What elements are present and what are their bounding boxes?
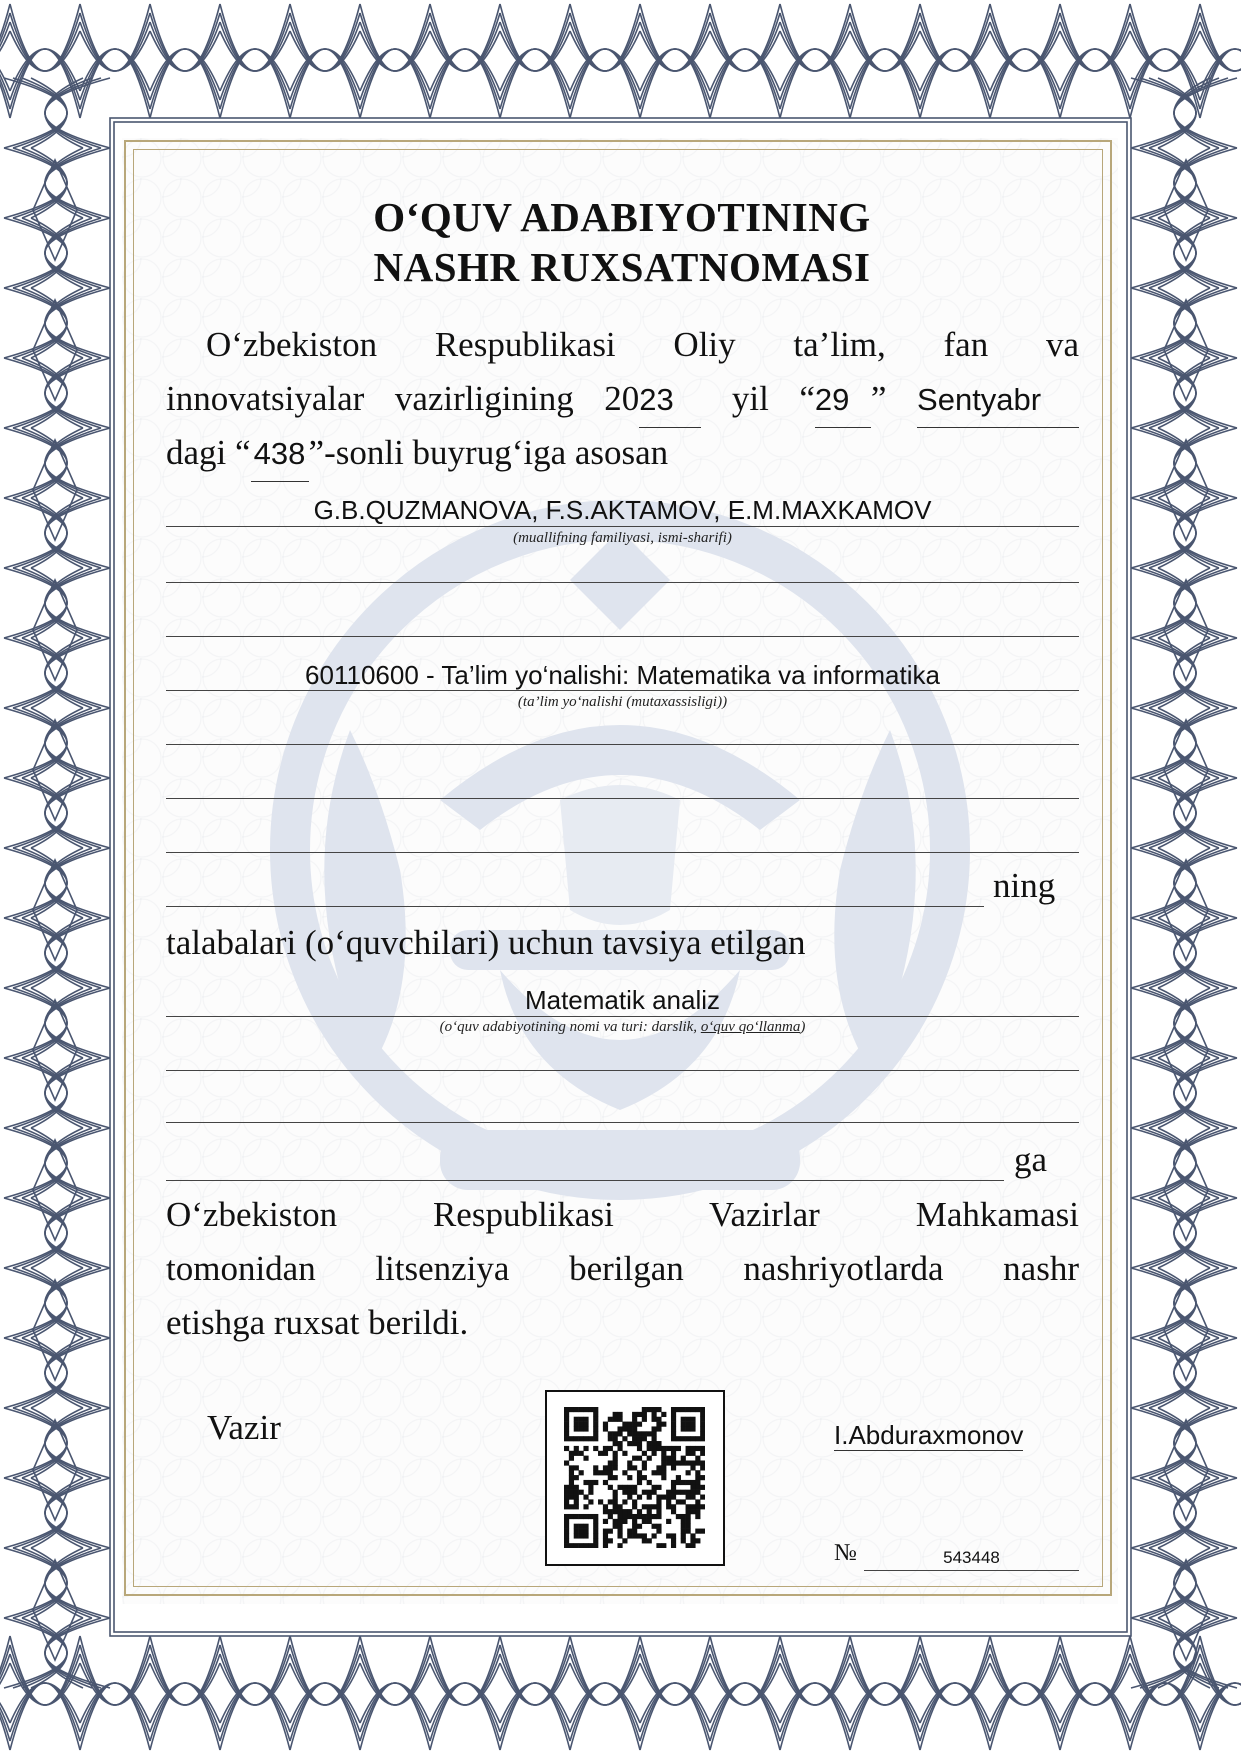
specialty-value: 60110600 - Ta’lim yo‘nalishi: Matematika va informatika bbox=[305, 660, 940, 690]
specialty-line bbox=[166, 690, 1079, 691]
authors-caption: (muallifning familiyasi, ismi-sharifi) bbox=[513, 530, 732, 546]
yil-label: yil “ bbox=[731, 379, 815, 418]
literature-line bbox=[166, 1016, 1079, 1017]
order-line-3 bbox=[166, 426, 1079, 482]
literature-caption-suffix: ) bbox=[800, 1019, 806, 1035]
certificate-number: 543448 bbox=[864, 1546, 1079, 1571]
quote-close: ” bbox=[870, 379, 887, 418]
permission-line-2: tomonidan litsenziya berilgan nashriyotlarda nashr bbox=[166, 1249, 1079, 1288]
ning-word: ning bbox=[993, 866, 1056, 905]
authors-value: G.B.QUZMANOVA, F.S.AKTAMOV, E.M.MAXKAMOV bbox=[313, 495, 932, 525]
ga-line bbox=[166, 1180, 1004, 1181]
order-line-2-prefix: innovatsiyalar vazirligining 20 bbox=[166, 379, 640, 418]
permission-line-1: O‘zbekiston Respublikasi Vazirlar Mahkamasi bbox=[166, 1195, 1079, 1234]
day-field bbox=[815, 372, 871, 428]
literature-value: Matematik analiz bbox=[524, 985, 721, 1015]
ga-word: ga bbox=[1014, 1140, 1048, 1179]
specialty-caption: (ta’lim yo‘nalishi (mutaxassisligi)) bbox=[517, 694, 728, 710]
order-line-2 bbox=[166, 372, 1079, 428]
blank-line-6 bbox=[166, 1070, 1079, 1071]
qr-code[interactable] bbox=[545, 1390, 725, 1566]
blank-line-3 bbox=[166, 744, 1079, 745]
title-line-1: O‘QUV ADABIYOTINING bbox=[373, 194, 871, 240]
number-label: № bbox=[834, 1540, 857, 1566]
signer-name: I.Abduraxmonov bbox=[834, 1420, 1024, 1450]
literature-caption-selected: o‘quv qo‘llanma bbox=[700, 1019, 801, 1035]
qr-code-image bbox=[564, 1407, 705, 1548]
blank-line-1 bbox=[166, 582, 1079, 583]
blank-line-5 bbox=[166, 852, 1079, 853]
order-line-3-prefix: dagi “ bbox=[166, 433, 251, 472]
signer-position: Vazir bbox=[207, 1408, 281, 1447]
permission-line-3: etishga ruxsat berildi. bbox=[166, 1303, 469, 1342]
year-value: 23 bbox=[639, 382, 674, 417]
blank-line-2 bbox=[166, 636, 1079, 637]
day-value: 29 bbox=[814, 382, 850, 417]
recommendation-text: talabalari (o‘quvchilari) uchun tavsiya etilgan bbox=[166, 923, 806, 962]
order-number-value: 438 bbox=[253, 436, 306, 471]
literature-caption bbox=[166, 1019, 1079, 1036]
month-field bbox=[917, 372, 1079, 428]
literature-caption-prefix: (o‘quv adabiyotining nomi va turi: darslik, bbox=[439, 1019, 701, 1035]
document-title bbox=[166, 192, 1078, 292]
blank-line-7 bbox=[166, 1122, 1079, 1123]
authors-line bbox=[166, 526, 1079, 527]
order-line-3-suffix: ”-sonli buyrug‘iga asosan bbox=[308, 433, 669, 472]
order-line-1: O‘zbekiston Respublikasi Oliy ta’lim, fan va bbox=[206, 325, 1079, 364]
order-number-field bbox=[251, 426, 309, 482]
title-line-2: NASHR RUXSATNOMASI bbox=[373, 244, 871, 291]
ning-line bbox=[166, 906, 984, 907]
blank-line-4 bbox=[166, 798, 1079, 799]
month-value: Sentyabr bbox=[917, 382, 1042, 417]
year-field bbox=[639, 372, 701, 428]
